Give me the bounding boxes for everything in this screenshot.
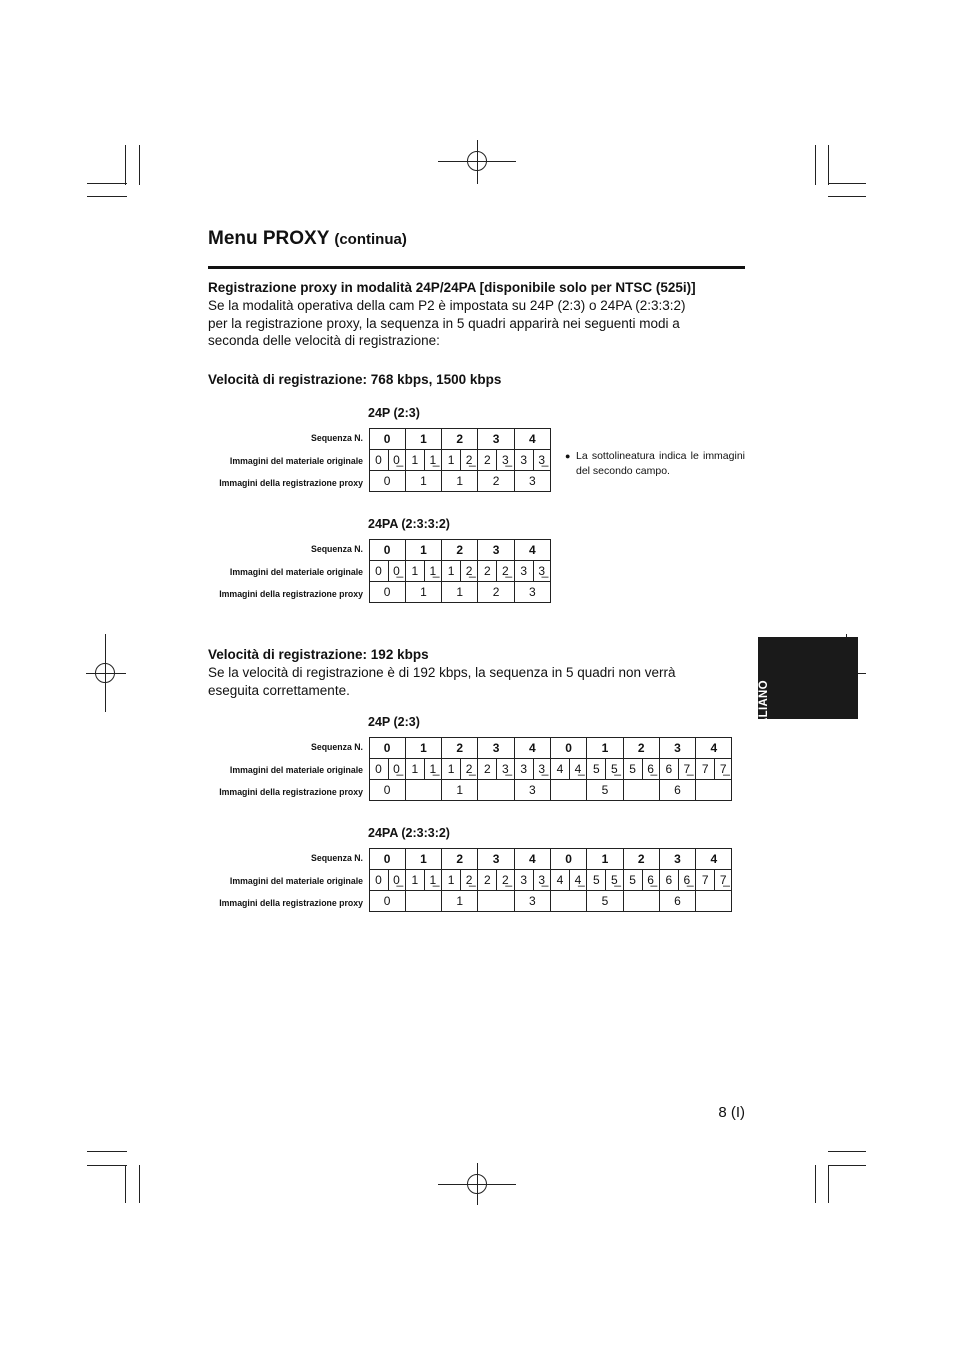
table-label: 24PA (2:3:3:2): [368, 826, 450, 840]
first-field: 4: [556, 762, 564, 776]
sequence-cell: 2: [442, 849, 478, 870]
crop-mark: [828, 183, 866, 184]
original-frame-cell: [442, 759, 478, 780]
row-label-sequence: Sequenza N.: [310, 853, 363, 864]
crop-mark: [125, 145, 126, 185]
proxy-frame-cell: 1: [442, 780, 478, 801]
language-tab-label: ITALIANO: [758, 680, 770, 736]
sequence-table: [369, 539, 551, 603]
proxy-frame-cell: 3: [514, 891, 550, 912]
first-field: 0: [375, 564, 382, 578]
first-field: 5: [629, 873, 636, 887]
proxy-frame-cell: 5: [587, 780, 623, 801]
proxy-frame-cell: 1: [442, 891, 478, 912]
proxy-frame-cell: [550, 891, 586, 912]
first-field: 0: [375, 873, 382, 887]
second-field: 1̲: [429, 564, 437, 578]
first-field: 2: [484, 873, 491, 887]
second-field: 7̲: [683, 762, 691, 776]
sequence-table: [369, 848, 733, 912]
proxy-frame-cell: [478, 891, 514, 912]
original-frame-cell: [442, 450, 478, 471]
title-sub: (continua): [334, 231, 407, 248]
crop-mark: [87, 1165, 127, 1166]
original-frame-cell: [623, 870, 659, 891]
first-field: 0: [375, 453, 382, 467]
sequence-cell: 2: [442, 540, 478, 561]
row-label-original: Immagini del materiale originale: [229, 455, 363, 467]
first-field: 1: [447, 453, 455, 467]
original-frame-cell: [696, 870, 732, 891]
note: [565, 449, 745, 478]
second-field: 6̲: [647, 873, 654, 887]
proxy-frame-cell: 0: [369, 891, 405, 912]
first-field: 5: [629, 762, 636, 776]
crop-mark: [139, 1165, 140, 1203]
sequence-cell: 1: [405, 540, 441, 561]
first-field: 1: [447, 873, 455, 887]
second-field: 4̲: [574, 762, 582, 776]
original-frame-cell: [405, 450, 441, 471]
proxy-frame-cell: 6: [659, 891, 695, 912]
speed2-line-1: Se la velocità di registrazione è di 192 kbps, la sequenza in 5 quadri non verrà: [208, 665, 676, 680]
proxy-frame-cell: 3: [514, 471, 550, 492]
crop-mark: [828, 1151, 866, 1152]
second-field: 2̲: [465, 873, 473, 887]
first-field: 4: [556, 873, 564, 887]
proxy-frame-cell: [405, 891, 441, 912]
row-label-original: Immagini del materiale originale: [229, 875, 363, 887]
first-field: 5: [592, 873, 600, 887]
second-field: 7̲: [719, 762, 727, 776]
proxy-frame-cell: [623, 891, 659, 912]
second-field: 3̲: [538, 564, 546, 578]
original-frame-cell: [405, 759, 441, 780]
crop-mark: [828, 1165, 866, 1166]
crop-mark: [828, 1165, 829, 1203]
sequence-cell: 1: [587, 849, 623, 870]
sequence-cell: 0: [550, 849, 586, 870]
title-rule: [208, 266, 745, 269]
proxy-frame-cell: [696, 780, 732, 801]
row-label-sequence: Sequenza N.: [310, 433, 363, 444]
original-frame-cell: [478, 561, 514, 582]
language-tab: [758, 637, 858, 736]
original-frame-cell: [514, 561, 550, 582]
original-frame-cell: [659, 870, 695, 891]
proxy-frame-cell: 0: [369, 780, 405, 801]
original-frame-cell: [623, 759, 659, 780]
second-field: 2̲: [502, 564, 509, 578]
second-field: 3̲: [502, 762, 509, 776]
crop-mark: [815, 145, 816, 185]
crop-mark: [828, 145, 829, 185]
original-frame-cell: [478, 759, 514, 780]
second-field: 0̲: [393, 873, 400, 887]
sequence-cell: 3: [478, 540, 514, 561]
first-field: 3: [520, 873, 528, 887]
first-field: 2: [484, 564, 491, 578]
second-field: 2̲: [465, 453, 473, 467]
proxy-frame-cell: 1: [405, 471, 441, 492]
sequence-cell: 3: [478, 738, 514, 759]
second-field: 7̲: [719, 873, 727, 887]
second-field: 2̲: [502, 873, 509, 887]
row-label-sequence: Sequenza N.: [310, 742, 363, 753]
sequence-cell: 2: [442, 738, 478, 759]
second-field: 1̲: [429, 873, 437, 887]
original-frame-cell: [696, 759, 732, 780]
sequence-cell: 0: [369, 540, 405, 561]
original-frame-cell: [587, 759, 623, 780]
page-number: 8 (I): [718, 1104, 745, 1121]
first-field: 6: [665, 873, 673, 887]
original-frame-cell: [442, 561, 478, 582]
first-field: 5: [592, 762, 600, 776]
sequence-cell: 1: [587, 738, 623, 759]
sequence-cell: 0: [369, 429, 405, 450]
proxy-frame-cell: 2: [478, 582, 514, 603]
table-label: 24P (2:3): [368, 406, 420, 420]
sequence-cell: 2: [442, 429, 478, 450]
registration-mark: [95, 663, 115, 683]
second-field: 2̲: [465, 762, 473, 776]
sequence-cell: 4: [514, 429, 550, 450]
sequence-table: [369, 428, 551, 492]
second-field: 5̲: [610, 873, 618, 887]
original-frame-cell: [369, 870, 405, 891]
registration-mark: [467, 1174, 487, 1194]
original-frame-cell: [405, 561, 441, 582]
first-field: 6: [665, 762, 673, 776]
crop-mark: [87, 196, 127, 197]
first-field: 2: [484, 762, 491, 776]
original-frame-cell: [405, 870, 441, 891]
crop-mark: [828, 196, 866, 197]
section-heading: Registrazione proxy in modalità 24P/24PA [disponibile solo per NTSC (525i)]: [208, 280, 696, 295]
sequence-cell: 4: [696, 738, 732, 759]
first-field: 0: [375, 762, 382, 776]
first-field: 1: [411, 453, 419, 467]
sequence-cell: 0: [550, 738, 586, 759]
original-frame-cell: [659, 759, 695, 780]
crop-mark: [815, 1165, 816, 1203]
proxy-frame-cell: 1: [442, 471, 478, 492]
proxy-frame-cell: 0: [369, 582, 405, 603]
proxy-frame-cell: 5: [587, 891, 623, 912]
original-frame-cell: [369, 759, 405, 780]
first-field: 1: [411, 762, 419, 776]
proxy-frame-cell: 6: [659, 780, 695, 801]
row-label-sequence: Sequenza N.: [310, 544, 363, 555]
second-field: 4̲: [574, 873, 582, 887]
original-frame-cell: [442, 870, 478, 891]
sequence-cell: 3: [659, 738, 695, 759]
row-label-recording: Immagini della registrazione proxy: [218, 787, 363, 799]
original-frame-cell: [550, 870, 586, 891]
first-field: 3: [520, 762, 528, 776]
proxy-frame-cell: 0: [369, 471, 405, 492]
bullet-icon: ●: [565, 451, 571, 461]
proxy-frame-cell: [623, 780, 659, 801]
original-frame-cell: [514, 759, 550, 780]
proxy-frame-cell: [696, 891, 732, 912]
first-field: 1: [447, 762, 455, 776]
crop-mark: [139, 145, 140, 185]
proxy-frame-cell: 3: [514, 582, 550, 603]
proxy-frame-cell: 3: [514, 780, 550, 801]
row-label-recording: Immagini della registrazione proxy: [218, 478, 363, 490]
first-field: 7: [701, 762, 709, 776]
crop-mark: [87, 183, 127, 184]
proxy-frame-cell: 1: [442, 582, 478, 603]
note-text: La sottolineatura indica le immagini del secondo campo.: [576, 450, 745, 477]
sequence-cell: 1: [405, 849, 441, 870]
sequence-cell: 1: [405, 738, 441, 759]
proxy-frame-cell: 1: [405, 582, 441, 603]
sequence-cell: 2: [623, 849, 659, 870]
sequence-cell: 3: [478, 849, 514, 870]
first-field: 1: [411, 873, 419, 887]
original-frame-cell: [514, 450, 550, 471]
first-field: 3: [520, 564, 528, 578]
proxy-frame-cell: [405, 780, 441, 801]
sequence-cell: 4: [514, 738, 550, 759]
original-frame-cell: [587, 870, 623, 891]
table-label: 24P (2:3): [368, 715, 420, 729]
row-label-recording: Immagini della registrazione proxy: [218, 589, 363, 601]
sequence-cell: 0: [369, 849, 405, 870]
second-field: 6̲: [683, 873, 691, 887]
proxy-frame-cell: [478, 780, 514, 801]
sequence-cell: 4: [514, 849, 550, 870]
registration-mark: [467, 151, 487, 171]
proxy-frame-cell: 2: [478, 471, 514, 492]
speed-heading-768: Velocità di registrazione: 768 kbps, 1500 kbps: [208, 372, 502, 387]
original-frame-cell: [369, 450, 405, 471]
second-field: 0̲: [393, 564, 400, 578]
crop-mark: [125, 1165, 126, 1203]
intro-line-1: Se la modalità operativa della cam P2 è impostata su 24P (2:3) o 24PA (2:3:3:2): [208, 298, 686, 313]
speed2-line-2: eseguita correttamente.: [208, 683, 350, 698]
second-field: 3̲: [502, 453, 509, 467]
second-field: 6̲: [647, 762, 654, 776]
second-field: 0̲: [393, 453, 400, 467]
sequence-cell: 0: [369, 738, 405, 759]
table-label: 24PA (2:3:3:2): [368, 517, 450, 531]
sequence-cell: 4: [696, 849, 732, 870]
sequence-cell: 3: [659, 849, 695, 870]
page-title: [208, 228, 407, 250]
second-field: 5̲: [610, 762, 618, 776]
sequence-cell: 4: [514, 540, 550, 561]
crop-mark: [87, 1151, 127, 1152]
row-label-original: Immagini del materiale originale: [229, 764, 363, 776]
intro-line-2: per la registrazione proxy, la sequenza in 5 quadri apparirà nei seguenti modi a: [208, 316, 680, 331]
original-frame-cell: [550, 759, 586, 780]
sequence-cell: 2: [623, 738, 659, 759]
second-field: 3̲: [538, 762, 546, 776]
first-field: 1: [411, 564, 419, 578]
second-field: 1̲: [429, 453, 437, 467]
first-field: 3: [520, 453, 528, 467]
original-frame-cell: [478, 450, 514, 471]
speed-heading-192: Velocità di registrazione: 192 kbps: [208, 647, 429, 662]
original-frame-cell: [514, 870, 550, 891]
original-frame-cell: [478, 870, 514, 891]
original-frame-cell: [369, 561, 405, 582]
second-field: 0̲: [393, 762, 400, 776]
first-field: 2: [484, 453, 491, 467]
second-field: 3̲: [538, 873, 546, 887]
first-field: 7: [701, 873, 709, 887]
second-field: 1̲: [429, 762, 437, 776]
row-label-original: Immagini del materiale originale: [229, 566, 363, 578]
sequence-cell: 1: [405, 429, 441, 450]
intro-line-3: seconda delle velocità di registrazione:: [208, 333, 440, 348]
second-field: 3̲: [538, 453, 546, 467]
sequence-cell: 3: [478, 429, 514, 450]
title-main: Menu PROXY: [208, 228, 330, 249]
first-field: 1: [447, 564, 455, 578]
second-field: 2̲: [465, 564, 473, 578]
sequence-table: [369, 737, 733, 801]
row-label-recording: Immagini della registrazione proxy: [218, 898, 363, 910]
proxy-frame-cell: [550, 780, 586, 801]
